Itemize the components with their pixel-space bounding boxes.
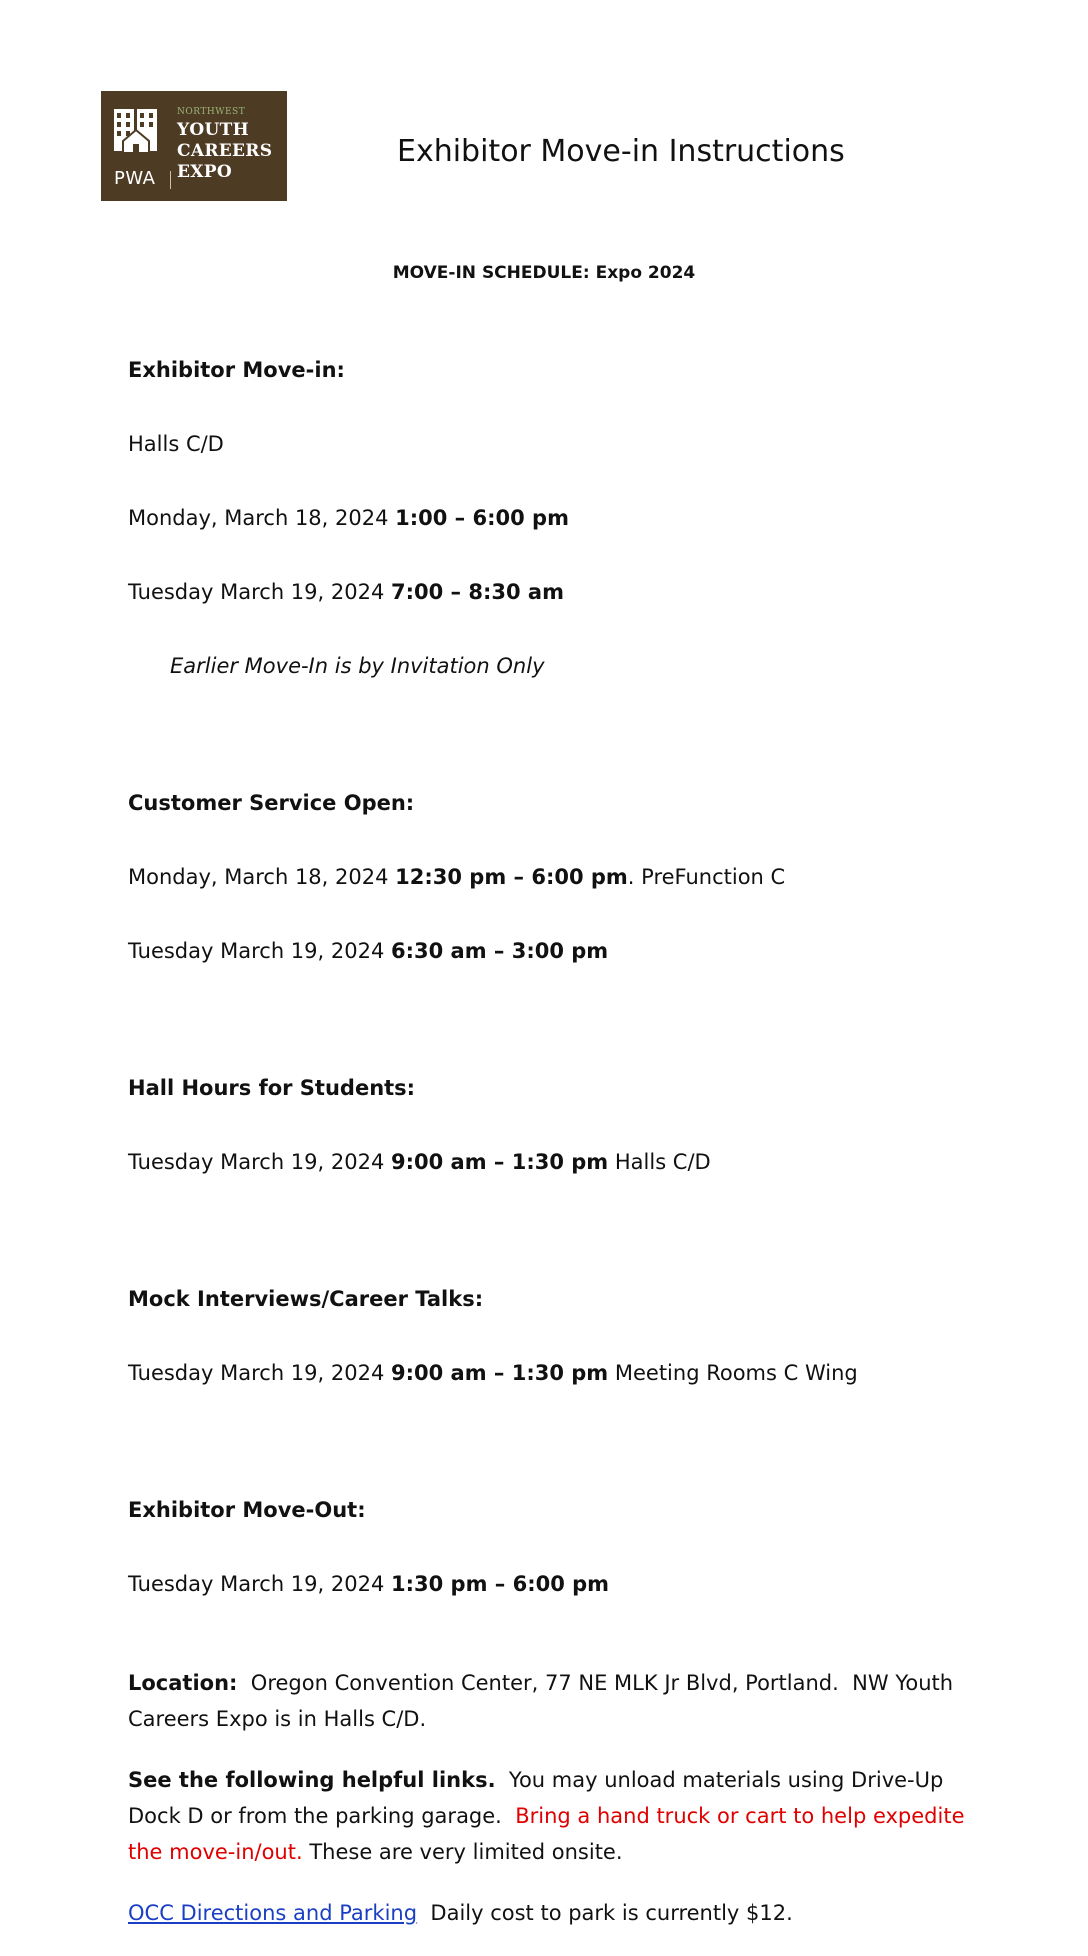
logo-northwest-text: NORTHWEST — [177, 107, 246, 117]
mock-interviews-date: Tuesday March 19, 2024 — [128, 1361, 391, 1385]
move-in-day1 — [128, 500, 968, 536]
student-hours-location: Halls C/D — [608, 1150, 711, 1174]
customer-service-section — [128, 747, 968, 1007]
move-in-day2-date: Tuesday March 19, 2024 — [128, 580, 391, 604]
customer-service-day2 — [128, 933, 968, 969]
move-in-note: Earlier Move-In is by Invitation Only — [170, 654, 545, 678]
document-body — [128, 314, 972, 1956]
student-hours-section — [128, 1032, 968, 1218]
mock-interviews-section — [128, 1243, 968, 1429]
occ-directions-link[interactable]: OCC Directions and Parking — [128, 1901, 418, 1925]
hand-truck-warning: Bring a hand truck or cart to help expedite the move-in/out. — [128, 1804, 972, 1864]
parking-paragraph — [128, 1895, 968, 1931]
move-out-section — [128, 1454, 968, 1640]
parking-cost-text: Daily cost to park is currently $12. — [417, 1901, 793, 1925]
logo-pwa-text: PWA — [114, 168, 156, 189]
move-in-section — [128, 314, 968, 722]
logo-expo-text: EXPO — [177, 162, 232, 182]
mock-interviews-line — [128, 1355, 968, 1391]
move-in-heading: Exhibitor Move-in: — [128, 358, 345, 382]
move-out-line — [128, 1566, 968, 1602]
customer-service-day2-time: 6:30 am – 3:00 pm — [391, 939, 609, 963]
student-hours-line — [128, 1144, 968, 1180]
move-in-day1-time: 1:00 – 6:00 pm — [395, 506, 569, 530]
location-label: Location: — [128, 1671, 238, 1695]
move-in-day2-time: 7:00 – 8:30 am — [391, 580, 564, 604]
limited-onsite-text: These are very limited onsite. — [302, 1840, 623, 1864]
move-in-hall: Halls C/D — [128, 432, 224, 456]
customer-service-day1-location: . PreFunction C — [627, 865, 786, 889]
customer-service-day2-date: Tuesday March 19, 2024 — [128, 939, 391, 963]
mock-interviews-heading: Mock Interviews/Career Talks: — [128, 1287, 484, 1311]
document-title: Exhibitor Move-in Instructions — [397, 134, 845, 169]
helpful-links-paragraph — [128, 1762, 972, 1870]
move-in-day2 — [128, 574, 968, 610]
helpful-links-text: You may unload materials using Drive-Up Dock D or from the parking garage. — [128, 1768, 951, 1828]
logo-careers-text: CAREERS — [177, 141, 273, 161]
customer-service-day1-date: Monday, March 18, 2024 — [128, 865, 396, 889]
move-out-heading: Exhibitor Move-Out: — [128, 1498, 366, 1522]
logo-youth-text: YOUTH — [177, 120, 249, 140]
schedule-title: MOVE-IN SCHEDULE: Expo 2024 — [392, 263, 696, 283]
student-hours-date: Tuesday March 19, 2024 — [128, 1150, 391, 1174]
mock-interviews-time: 9:00 am – 1:30 pm — [391, 1361, 609, 1385]
location-text: Oregon Convention Center, 77 NE MLK Jr Blvd, Portland. NW Youth Careers Expo is in Halls C/D. — [128, 1671, 960, 1731]
customer-service-day1 — [128, 859, 968, 895]
move-out-time: 1:30 pm – 6:00 pm — [391, 1572, 610, 1596]
logo-divider — [170, 171, 171, 189]
student-hours-time: 9:00 am – 1:30 pm — [391, 1150, 609, 1174]
student-hours-heading: Hall Hours for Students: — [128, 1076, 416, 1100]
customer-service-day1-time: 12:30 pm – 6:00 pm — [395, 865, 628, 889]
mock-interviews-location: Meeting Rooms C Wing — [608, 1361, 858, 1385]
helpful-links-label: See the following helpful links. — [128, 1768, 496, 1792]
move-in-day1-date: Monday, March 18, 2024 — [128, 506, 396, 530]
location-paragraph — [128, 1665, 968, 1737]
customer-service-heading: Customer Service Open: — [128, 791, 415, 815]
expo-logo — [101, 91, 287, 201]
move-out-date: Tuesday March 19, 2024 — [128, 1572, 391, 1596]
